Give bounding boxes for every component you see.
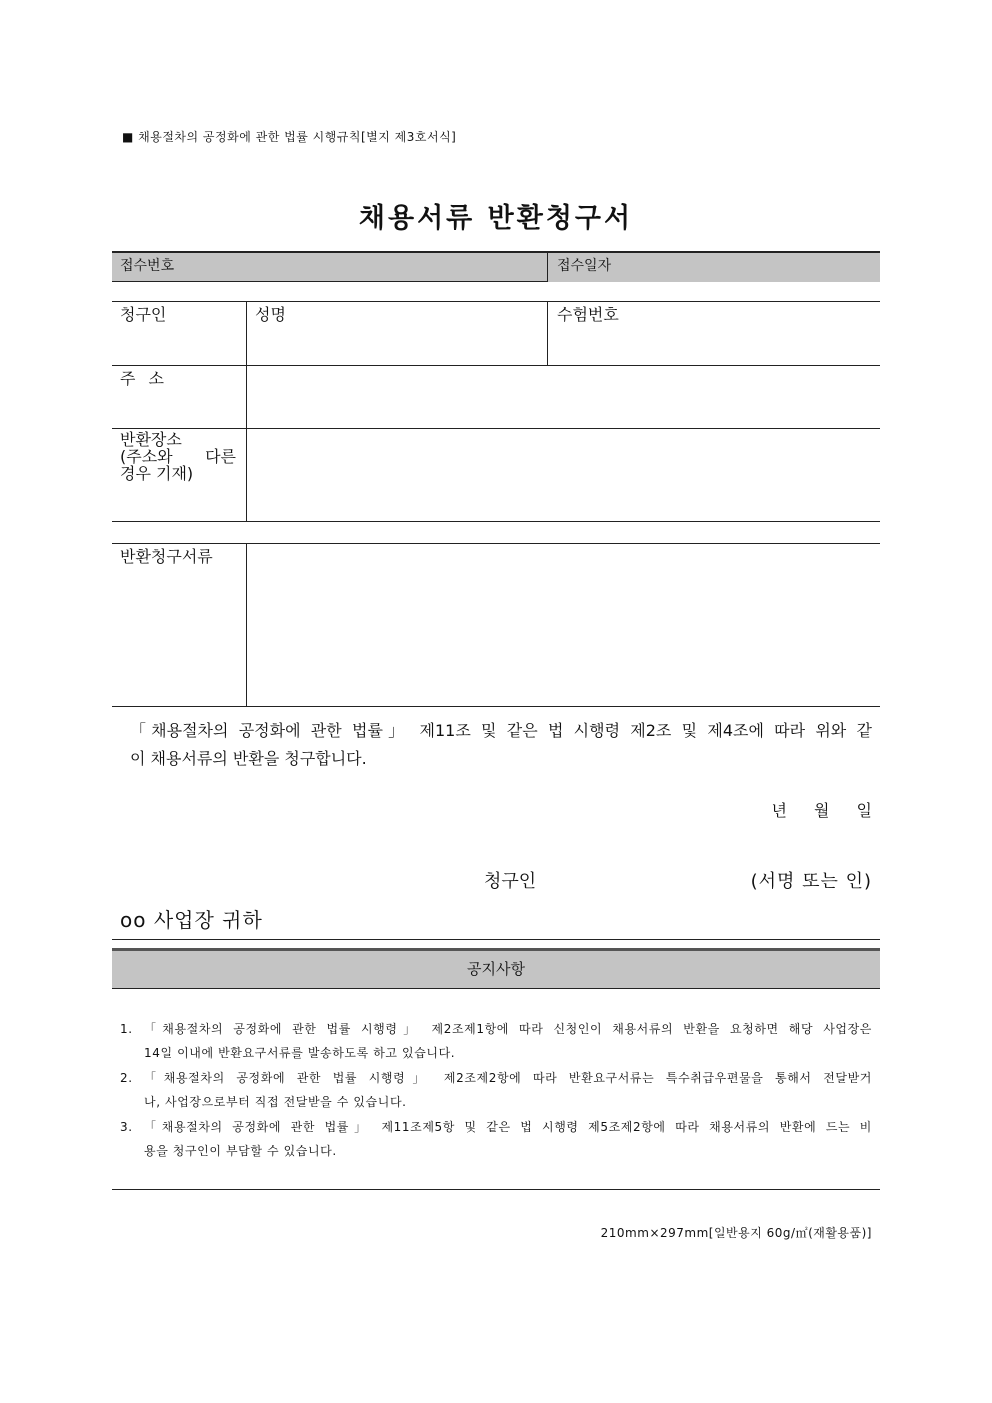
notice-item (120, 1115, 872, 1163)
addressee: oo 사업장 귀하 (120, 908, 263, 932)
receipt-date-label: 접수일자 (557, 258, 612, 274)
date-row: 년 월 일 (771, 801, 872, 820)
return-place-label-line1: 반환장소 (120, 430, 182, 449)
form-title: 채용서류 반환청구서 (358, 203, 634, 234)
documents-label-divider (246, 543, 247, 706)
receipt-number-label: 접수번호 (120, 258, 175, 274)
notice-item-number: 2. (120, 1071, 133, 1085)
name-field[interactable] (248, 326, 546, 364)
address-field[interactable] (248, 367, 879, 427)
address-label: 주 소 (120, 369, 168, 388)
return-place-label-line2: (주소와 다른 (120, 447, 236, 466)
legal-reference: ■ 채용절차의 공정화에 관한 법률 시행규칙[별지 제3호서식] (122, 130, 457, 144)
applicant-top-rule (112, 301, 880, 302)
return-place-label (120, 431, 236, 482)
notice-bottom-rule (112, 1189, 880, 1190)
notice-item-number: 3. (120, 1120, 133, 1134)
documents-bottom-rule (112, 706, 880, 707)
address-row-rule (112, 428, 880, 429)
exam-number-label: 수험번호 (557, 305, 619, 324)
documents-field[interactable] (248, 545, 879, 705)
receipt-bottom-rule (112, 281, 548, 282)
name-row-rule (112, 365, 880, 366)
name-exam-divider (547, 301, 548, 365)
return-place-field[interactable] (248, 430, 879, 520)
statement-line1: 「채용절차의 공정화에 관한 법률」 제11조 및 같은 법 시행령 제2조 및 제4조에 따라 위와 같 (130, 721, 872, 740)
claimant-section-label: 청구인 (120, 305, 167, 324)
applicant-label-divider (246, 301, 247, 522)
return-place-row-rule (112, 521, 880, 522)
documents-top-rule (112, 543, 880, 544)
receipt-band (112, 252, 880, 282)
notice-item-line2: 용을 청구인이 부담할 수 있습니다. (144, 1144, 337, 1158)
notice-item (120, 1066, 872, 1114)
notice-item-line2: 나, 사업장으로부터 직접 전달받을 수 있습니다. (144, 1095, 407, 1109)
notice-heading: 공지사항 (467, 960, 525, 978)
notice-band-top-rule (112, 948, 880, 951)
notice-top-rule (112, 939, 880, 940)
paper-spec: 210mm×297mm[일반용지 60g/㎡(재활용품)] (600, 1226, 872, 1240)
statement-line2: 이 채용서류의 반환을 청구합니다. (130, 749, 367, 768)
notice-item (120, 1017, 872, 1065)
return-place-label-line3: 경우 기재) (120, 464, 194, 483)
exam-number-field[interactable] (549, 326, 879, 364)
sign-or-seal-label: (서명 또는 인) (750, 871, 872, 892)
name-label: 성명 (255, 305, 286, 324)
notice-band-bottom-rule (112, 988, 880, 989)
receipt-top-rule (112, 251, 880, 253)
notice-item-line1: 「채용절차의 공정화에 관한 법률 시행령」 제2조제1항에 따라 신청인이 채용서류의 반환을 요청하면 해당 사업장은 (144, 1022, 872, 1036)
documents-label: 반환청구서류 (120, 547, 213, 566)
request-statement (130, 717, 872, 773)
receipt-divider (547, 252, 548, 282)
notice-item-line1: 「채용절차의 공정화에 관한 법률」 제11조제5항 및 같은 법 시행령 제5조제2항에 따라 채용서류의 반환에 드는 비 (144, 1120, 872, 1134)
notice-item-number: 1. (120, 1022, 133, 1036)
claimant-signature-label: 청구인 (484, 871, 537, 892)
notice-item-line1: 「채용절차의 공정화에 관한 법률 시행령」 제2조제2항에 따라 반환요구서류는 특수취급우편물을 통해서 전달받거 (144, 1071, 872, 1085)
notice-item-line2: 14일 이내에 반환요구서류를 발송하도록 하고 있습니다. (144, 1046, 456, 1060)
